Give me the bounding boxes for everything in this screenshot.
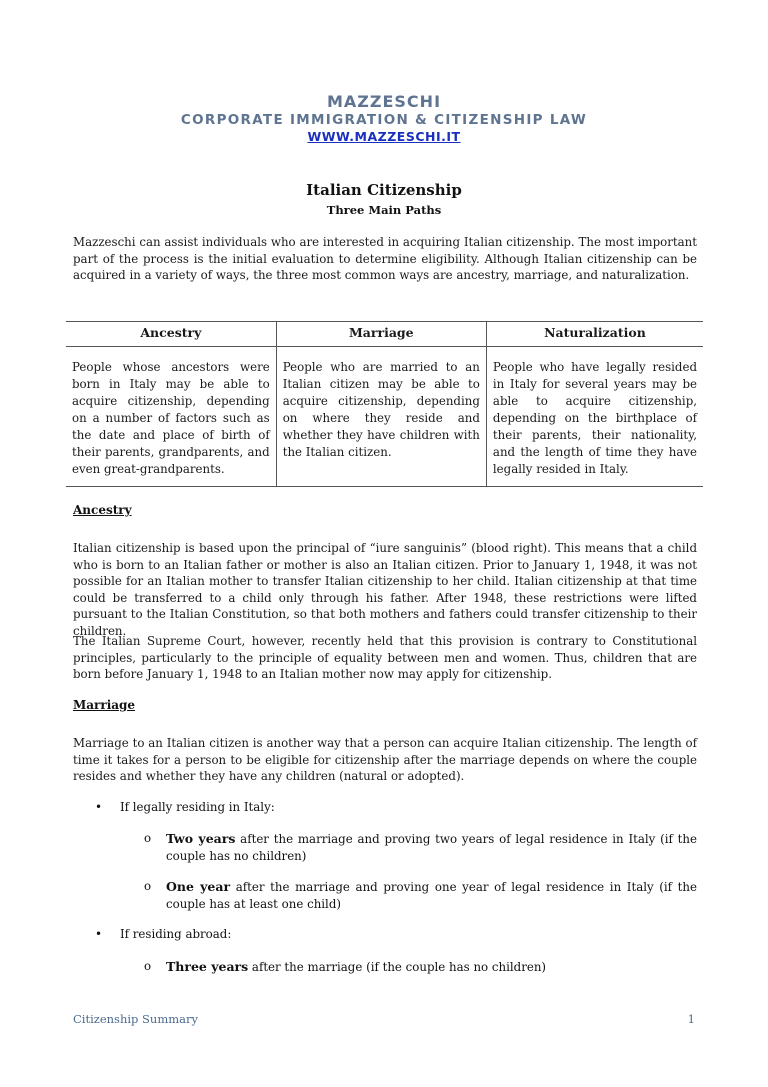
sub-item-bold: Three years bbox=[166, 959, 249, 974]
document-title: Italian Citizenship bbox=[306, 181, 462, 199]
letterhead bbox=[0, 92, 768, 144]
table-header-ancestry: Ancestry bbox=[66, 322, 276, 347]
table-cell-naturalization: People who have legally resided in Italy for several years may be able to acquire citizenship, depending on the birthplace of their parents, their nationality, and the length of time they have legally resided in Italy. bbox=[486, 347, 703, 487]
bullet-marker: • bbox=[95, 800, 103, 814]
marriage-heading: Marriage bbox=[73, 698, 136, 712]
ancestry-paragraph-2: The Italian Supreme Court, however, recently held that this provision is contrary to Constitutional principles, particularly to the principle of equality between men and women. Thus, children that are born before January 1, 1948 to an Italian mother now may apply for citizenship. bbox=[73, 634, 697, 681]
intro-paragraph: Mazzeschi can assist individuals who are interested in acquiring Italian citizenship. The most important part of the process is the initial evaluation to determine eligibility. Although Italian citizenship can be acquired in a variety of ways, the three most common ways are ancestry, marriage, and naturalization. bbox=[73, 235, 697, 282]
table-header-marriage: Marriage bbox=[276, 322, 486, 347]
sub-marker: o bbox=[144, 831, 152, 845]
firm-subtitle: CORPORATE IMMIGRATION & CITIZENSHIP LAW bbox=[180, 112, 588, 128]
sub-item-bold: One year bbox=[166, 879, 231, 894]
bullet-text: If legally residing in Italy: bbox=[120, 800, 275, 814]
paths-table bbox=[66, 321, 703, 487]
table-header-row bbox=[66, 322, 703, 347]
table-row bbox=[66, 347, 703, 487]
document-subtitle: Three Main Paths bbox=[326, 203, 442, 217]
firm-url-link[interactable]: WWW.MAZZESCHI.IT bbox=[307, 129, 461, 144]
table-header-naturalization: Naturalization bbox=[486, 322, 703, 347]
footer-document-title: Citizenship Summary bbox=[73, 1012, 198, 1026]
sub-marker: o bbox=[144, 879, 152, 893]
firm-name: MAZZESCHI bbox=[326, 92, 442, 111]
table-cell-ancestry: People whose ancestors were born in Italy may be able to acquire citizenship, depending on a number of factors such as the date and place of birth of their parents, grandparents, and even great-grandparents. bbox=[66, 347, 276, 487]
sub-item-one-year bbox=[144, 878, 697, 913]
sub-item-three-years bbox=[144, 958, 697, 976]
table-cell-marriage: People who are married to an Italian citizen may be able to acquire citizenship, depending on where they reside and whether they have children with the Italian citizen. bbox=[276, 347, 486, 487]
sub-item-text: after the marriage and proving two years of legal residence in Italy (if the couple has no children) bbox=[166, 832, 697, 863]
bullet-text: If residing abroad: bbox=[120, 927, 232, 941]
sub-item-text: after the marriage (if the couple has no children) bbox=[248, 960, 547, 974]
bullet-marker: • bbox=[95, 927, 103, 941]
sub-item-text: after the marriage and proving one year of legal residence in Italy (if the couple has at least one child) bbox=[166, 880, 698, 911]
ancestry-paragraph-1: Italian citizenship is based upon the principal of “iure sanguinis” (blood right). This means that a child who is born to an Italian father or mother is also an Italian citizen. Prior to January 1, 1948, it was not possible for an Italian mother to transfer Italian citizenship to her child. Italian citizenship at that time could be transferred to a child only through his father. After 1948, these restrictions were lifted pursuant to the Italian Constitution, so that both mothers and fathers could transfer citizenship to their children. bbox=[73, 541, 697, 638]
sub-item-two-years bbox=[144, 830, 697, 865]
marriage-paragraph: Marriage to an Italian citizen is another way that a person can acquire Italian citizenship. The length of time it takes for a person to be eligible for citizenship after the marriage depends on where the couple resides and whether they have any children (natural or adopted). bbox=[73, 736, 697, 783]
page-number: 1 bbox=[687, 1012, 695, 1026]
sub-item-bold: Two years bbox=[166, 831, 236, 846]
sub-marker: o bbox=[144, 959, 152, 973]
ancestry-heading: Ancestry bbox=[73, 503, 132, 517]
